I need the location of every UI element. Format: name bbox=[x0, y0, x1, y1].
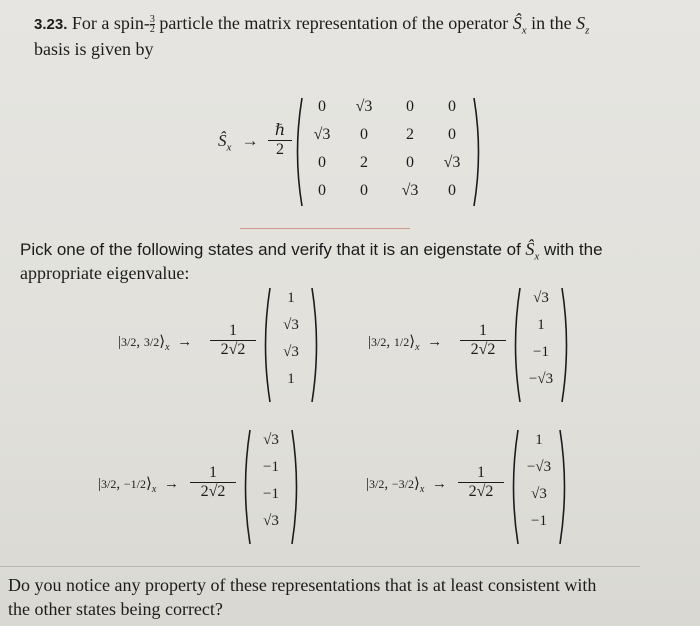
state-prefactor bbox=[210, 322, 256, 359]
prefactor-denominator: 2 bbox=[276, 141, 284, 158]
operator-lhs-subscript: x bbox=[226, 141, 232, 154]
basis-operator: S bbox=[576, 13, 586, 33]
vector-right-paren bbox=[310, 286, 322, 404]
matrix-cell: 2 bbox=[360, 154, 368, 171]
matrix-cell: 0 bbox=[360, 126, 368, 143]
vector-right-paren bbox=[558, 428, 570, 546]
spin-numerator: 3 bbox=[149, 14, 155, 26]
instruction-operator-subscript: x bbox=[534, 250, 540, 263]
prefactor-denominator: 2√2 bbox=[470, 341, 496, 358]
ket-subscript: x bbox=[419, 484, 425, 495]
prefactor-numerator: 1 bbox=[460, 322, 506, 341]
vector-component: √3 bbox=[263, 432, 279, 448]
matrix-cell: 0 bbox=[318, 98, 326, 115]
vector-component: −1 bbox=[263, 459, 279, 475]
operator-matrix bbox=[300, 98, 476, 208]
vector-component: 1 bbox=[287, 290, 295, 306]
vector-right-paren bbox=[290, 428, 302, 546]
matrix-cell: √3 bbox=[401, 182, 419, 199]
matrix-cell: 0 bbox=[360, 182, 368, 199]
matrix-cell: 0 bbox=[406, 154, 414, 171]
instruction-text-b: with the bbox=[539, 240, 603, 259]
ket-m: −1/2 bbox=[123, 477, 146, 491]
spin-denominator: 2 bbox=[149, 24, 155, 36]
operator-arrow: → bbox=[241, 131, 259, 150]
prefactor-denominator: 2√2 bbox=[200, 483, 226, 500]
basis-subscript: z bbox=[585, 24, 590, 37]
ket-j: 3/2 bbox=[369, 477, 385, 491]
state-arrow: → bbox=[423, 334, 443, 350]
instruction-line2: appropriate eigenvalue: bbox=[20, 263, 190, 283]
operator-prefactor bbox=[268, 120, 292, 159]
state-arrow: → bbox=[160, 476, 180, 492]
matrix-cell: √3 bbox=[313, 126, 331, 143]
vector-component: √3 bbox=[263, 513, 279, 529]
ket-comma: , bbox=[136, 334, 144, 350]
ket-m: −3/2 bbox=[391, 477, 414, 491]
matrix-cell: 0 bbox=[318, 182, 326, 199]
state-arrow: → bbox=[173, 334, 193, 350]
vector-component: √3 bbox=[283, 317, 299, 333]
operator-lhs bbox=[218, 130, 259, 158]
operator-subscript: x bbox=[521, 24, 527, 37]
state-ket bbox=[366, 474, 447, 495]
state-ket bbox=[368, 332, 442, 353]
intro-text-a: For a spin- bbox=[71, 13, 150, 33]
ket-close: ⟩ bbox=[409, 334, 416, 350]
matrix-cell: 0 bbox=[406, 98, 414, 115]
vector-component: −√3 bbox=[528, 371, 554, 387]
ket-bar: | bbox=[366, 476, 370, 492]
matrix-cell: 0 bbox=[318, 154, 326, 171]
vector-component: √3 bbox=[533, 290, 549, 306]
prefactor-denominator: 2√2 bbox=[468, 483, 494, 500]
vector-component: −√3 bbox=[526, 459, 552, 475]
ket-j: 3/2 bbox=[121, 335, 137, 349]
prefactor-numerator: 1 bbox=[190, 464, 236, 483]
matrix-cell: √3 bbox=[443, 154, 461, 171]
ket-bar: | bbox=[118, 334, 122, 350]
vector-right-paren bbox=[560, 286, 572, 404]
vector-component: 1 bbox=[537, 317, 545, 333]
prefactor-denominator: 2√2 bbox=[220, 341, 246, 358]
operator-symbol: Ŝ bbox=[512, 13, 522, 33]
vector-component: √3 bbox=[283, 344, 299, 360]
ket-comma: , bbox=[116, 476, 124, 492]
vector-component: 1 bbox=[287, 371, 295, 387]
ket-bar: | bbox=[98, 476, 102, 492]
state-arrow: → bbox=[428, 476, 448, 492]
prefactor-numerator: 1 bbox=[458, 464, 504, 483]
state-ket bbox=[118, 332, 192, 353]
ket-subscript: x bbox=[415, 342, 420, 353]
vector-component: −1 bbox=[533, 344, 549, 360]
ket-subscript: x bbox=[165, 342, 170, 353]
ket-close: ⟩ bbox=[159, 334, 166, 350]
vector-component: −1 bbox=[263, 486, 279, 502]
matrix-cell: 0 bbox=[448, 98, 456, 115]
operator-lhs-symbol: Ŝ bbox=[218, 131, 227, 150]
question-line2: the other states being correct? bbox=[8, 599, 223, 619]
highlight-rule bbox=[240, 228, 410, 229]
vector-component: √3 bbox=[531, 486, 547, 502]
intro-text-b: particle the matrix representation of the operator bbox=[154, 13, 509, 33]
matrix-cell: 0 bbox=[448, 182, 456, 199]
vector-component: −1 bbox=[531, 513, 547, 529]
ket-j: 3/2 bbox=[101, 477, 117, 491]
problem-intro-line2: basis is given by bbox=[34, 39, 154, 59]
vector-component: 1 bbox=[535, 432, 543, 448]
ket-bar: | bbox=[368, 334, 372, 350]
ket-subscript: x bbox=[151, 484, 157, 495]
problem-number: 3.23. bbox=[34, 16, 68, 33]
ket-close: ⟩ bbox=[145, 476, 152, 492]
state-prefactor bbox=[460, 322, 506, 359]
matrix-cell: 0 bbox=[448, 126, 456, 143]
question-line1: Do you notice any property of these representations that is at least consistent with bbox=[8, 575, 597, 595]
ket-comma: , bbox=[386, 334, 394, 350]
state-prefactor bbox=[458, 464, 504, 501]
instruction-operator: Ŝ bbox=[525, 239, 535, 259]
instruction-text-a: Pick one of the following states and verify that it is an eigenstate of bbox=[20, 240, 521, 259]
matrix-cell: 2 bbox=[406, 126, 414, 143]
ket-j: 3/2 bbox=[371, 335, 387, 349]
prefactor-numerator: 1 bbox=[210, 322, 256, 341]
question-rule bbox=[0, 566, 640, 567]
intro-text-c: in the bbox=[526, 13, 577, 33]
ket-m: 1/2 bbox=[393, 335, 410, 349]
ket-close: ⟩ bbox=[413, 476, 420, 492]
ket-m: 3/2 bbox=[143, 335, 160, 349]
prefactor-numerator: ℏ bbox=[268, 120, 292, 141]
matrix-cell: √3 bbox=[355, 98, 373, 115]
state-prefactor bbox=[190, 464, 236, 501]
ket-comma: , bbox=[384, 476, 392, 492]
state-ket bbox=[98, 474, 179, 495]
